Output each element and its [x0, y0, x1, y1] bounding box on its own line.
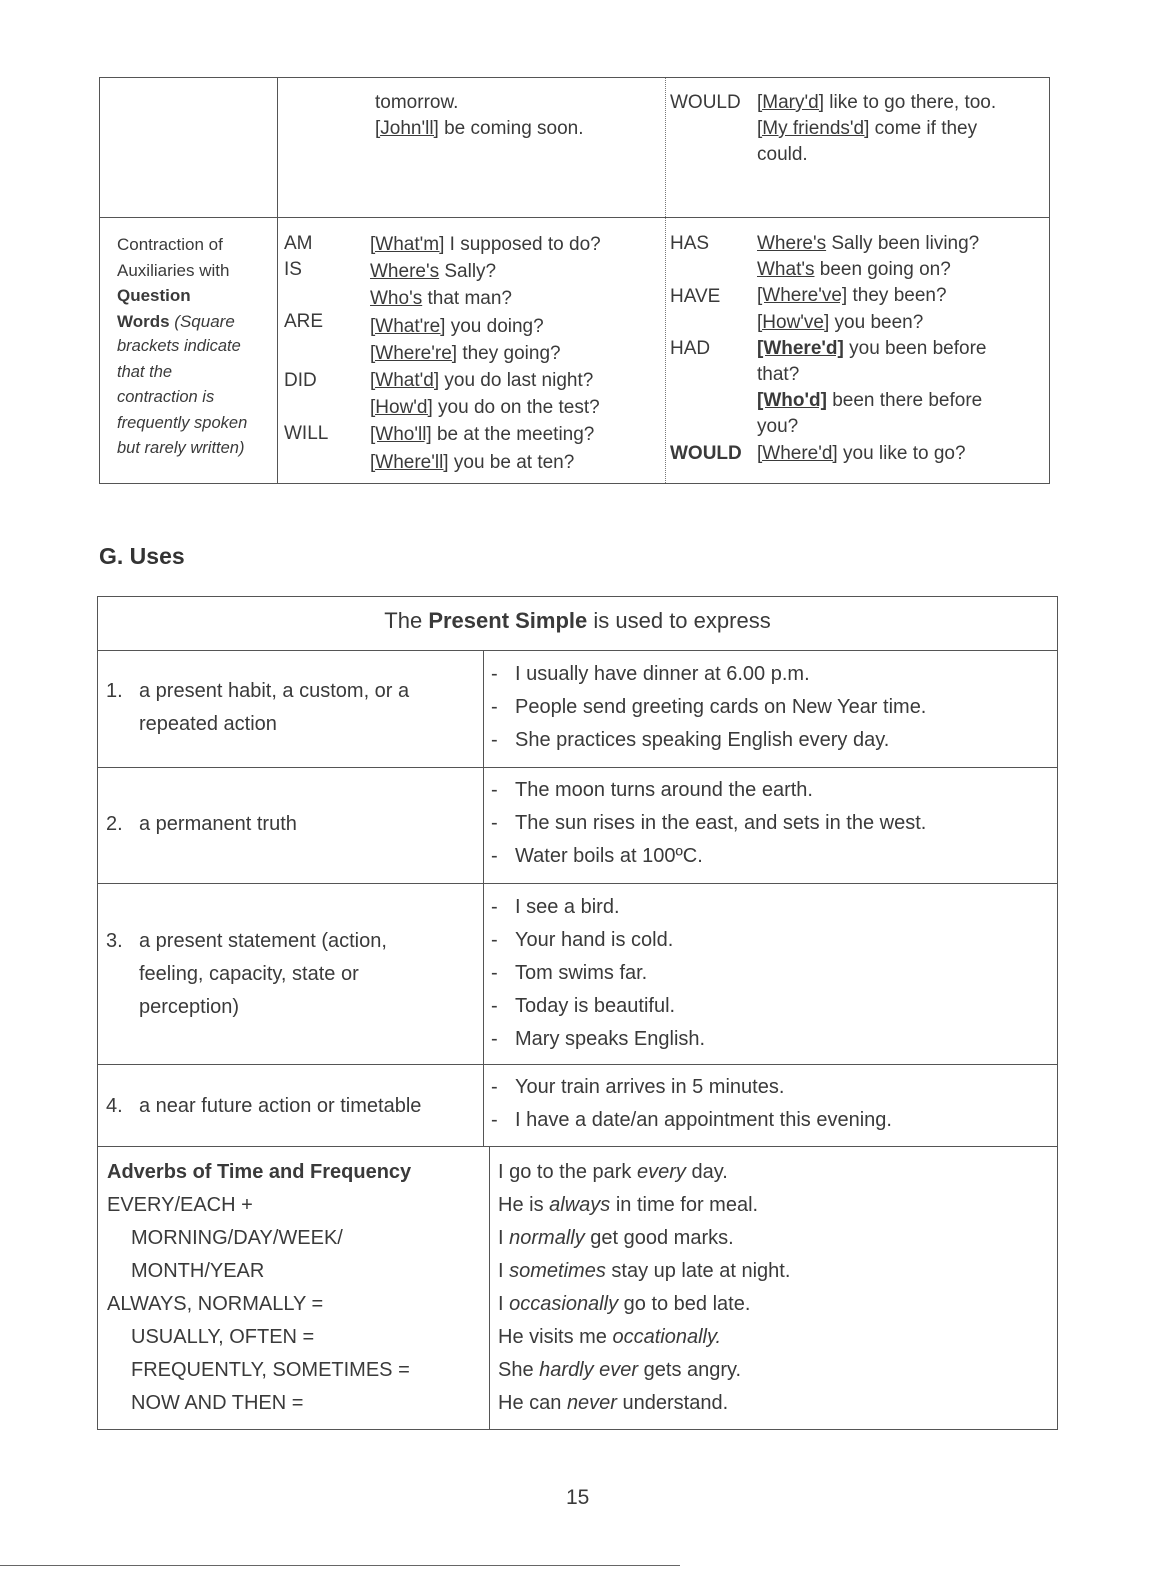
use-text: a permanent truth	[139, 813, 297, 835]
example-line	[757, 441, 986, 467]
bullet-dash: -	[491, 1109, 498, 1131]
header-tense: Present Simple	[428, 608, 588, 633]
uses-table	[97, 596, 1058, 1430]
example-sentence: She practices speaking English every day.	[515, 729, 890, 751]
example-rest: they been?	[847, 285, 947, 307]
example-rest: that?	[757, 364, 800, 386]
contraction: [Who'll]	[370, 424, 432, 446]
column-divider	[277, 78, 278, 483]
adverb-example	[498, 1288, 790, 1321]
example-sentence: Mary speaks English.	[515, 1028, 706, 1050]
column-divider	[489, 1146, 490, 1429]
header-text: is used to express	[587, 608, 771, 633]
example-text: I	[498, 1260, 510, 1282]
example-rest: come if they	[869, 118, 978, 139]
use-text: a present habit, a custom, or a	[139, 680, 410, 702]
example-rest: that man?	[422, 288, 512, 310]
example-rest: be at the meeting?	[431, 424, 595, 446]
example-line	[370, 421, 601, 448]
column-divider	[483, 650, 484, 1146]
bullet-dash: -	[491, 696, 498, 718]
bullet-dash: -	[491, 962, 498, 984]
example-sentence: Tom swims far.	[515, 962, 648, 984]
aux-has: HAS	[670, 233, 710, 254]
contraction: [How've]	[757, 311, 830, 333]
example-sentence: I see a bird.	[515, 896, 620, 918]
example-text: I	[498, 1227, 510, 1249]
contractions-table	[99, 77, 1050, 484]
example-text: She	[498, 1359, 540, 1381]
example-rest: be coming soon.	[444, 118, 584, 139]
use-examples	[491, 1071, 892, 1137]
example-line	[757, 116, 996, 142]
row-divider	[100, 217, 1049, 218]
use-description	[106, 1090, 421, 1123]
adverb-line: USUALLY, OFTEN =	[131, 1326, 315, 1348]
example-rest: I supposed to do?	[444, 234, 601, 255]
use-description	[106, 925, 387, 1024]
use-description	[106, 808, 297, 841]
bullet-dash: -	[491, 663, 498, 685]
example-adverb: occasionally	[509, 1293, 619, 1315]
row-divider	[98, 1064, 1057, 1065]
label-note: but rarely written)	[117, 439, 245, 457]
adverbs-title: Adverbs of Time and Frequency	[107, 1161, 412, 1183]
example-rest: you be at ten?	[448, 451, 575, 473]
adverb-line: EVERY/EACH +	[107, 1194, 253, 1216]
example-sentence: Today is beautiful.	[515, 995, 676, 1017]
use-text: feeling, capacity, state or	[139, 963, 359, 985]
example-line	[370, 340, 601, 367]
contraction: [How'd]	[370, 397, 433, 419]
bullet-dash: -	[491, 1028, 498, 1050]
label-italic: (Square	[169, 311, 235, 331]
example-line	[370, 313, 601, 340]
left-examples	[370, 231, 601, 476]
example-text: go to bed late.	[618, 1293, 751, 1315]
use-number: 2.	[106, 813, 123, 835]
contraction: [Where're]	[370, 342, 458, 364]
contraction: [Mary'd]	[757, 92, 824, 113]
label-line: Question	[117, 286, 191, 305]
bullet-dash: -	[491, 995, 498, 1017]
example-text: He is	[498, 1194, 550, 1216]
adverb-example	[498, 1255, 790, 1288]
adverb-example	[498, 1156, 790, 1189]
label-line: Auxiliaries with	[117, 260, 230, 280]
example-sentence: Your hand is cold.	[515, 929, 674, 951]
aux-will: WILL	[284, 423, 329, 444]
example-line	[370, 449, 601, 476]
example-rest: you been?	[829, 311, 924, 333]
contraction: [John'll]	[375, 118, 439, 139]
example-text: understand.	[616, 1392, 729, 1414]
example-adverb: every	[636, 1161, 686, 1183]
example-line	[757, 336, 986, 362]
row-divider	[98, 883, 1057, 884]
example-line	[370, 394, 601, 421]
use-text: perception)	[139, 996, 240, 1018]
contraction: [Where'll]	[370, 451, 449, 473]
aux-would: WOULD	[670, 443, 742, 464]
adverb-example	[498, 1387, 790, 1420]
example-rest: you doing?	[445, 315, 544, 337]
example-line	[370, 367, 601, 394]
use-number: 1.	[106, 680, 123, 702]
auxiliary-label: WOULD	[670, 92, 741, 113]
example-text: He visits me	[498, 1326, 613, 1348]
example-line	[757, 388, 986, 414]
use-number: 4.	[106, 1095, 123, 1117]
example-text: He can	[498, 1392, 567, 1414]
example-sentence: I usually have dinner at 6.00 p.m.	[515, 663, 810, 685]
bullet-dash: -	[491, 896, 498, 918]
example-rest: been going on?	[814, 259, 951, 281]
example-line: tomorrow.	[375, 92, 459, 113]
adverb-example	[498, 1189, 790, 1222]
example-sentence: The sun rises in the east, and sets in the west.	[515, 812, 927, 834]
example-sentence: Water boils at 100ºC.	[515, 845, 703, 867]
adverbs-list	[107, 1156, 411, 1420]
bullet-dash: -	[491, 1076, 498, 1098]
section-heading: G. Uses	[99, 543, 185, 569]
aux-had: HAD	[670, 338, 711, 359]
example-line	[757, 362, 986, 388]
future-examples	[375, 90, 584, 142]
aux-have: HAVE	[670, 286, 721, 307]
example-line	[370, 285, 601, 312]
page-number: 15	[566, 1486, 590, 1509]
bullet-dash: -	[491, 729, 498, 751]
use-text: repeated action	[139, 713, 277, 735]
contraction: What's	[757, 259, 815, 281]
example-rest: you do on the test?	[432, 397, 600, 419]
label-bold: Words	[117, 311, 170, 331]
adverb-line: MONTH/YEAR	[131, 1260, 265, 1282]
bullet-dash: -	[491, 929, 498, 951]
header-text: The	[384, 608, 429, 633]
example-text: day.	[685, 1161, 728, 1183]
example-text: in time for meal.	[610, 1194, 759, 1216]
example-line	[757, 231, 986, 257]
example-sentence: People send greeting cards on New Year time.	[515, 696, 927, 718]
column-divider-dotted	[665, 78, 666, 483]
example-rest: been there before	[826, 390, 983, 412]
use-text: a present statement (action,	[139, 930, 387, 952]
adverb-example	[498, 1222, 790, 1255]
aux-did: DID	[284, 370, 317, 391]
example-rest: you been before	[843, 337, 987, 359]
right-examples	[757, 231, 986, 467]
contraction-label	[117, 232, 247, 462]
label-line	[117, 309, 247, 335]
contraction: [What'd]	[370, 370, 440, 392]
contraction: [Who'd]	[757, 390, 827, 412]
example-adverb: occationally.	[612, 1326, 722, 1348]
contraction: [Where'd]	[757, 337, 844, 359]
footer-rule	[0, 1565, 680, 1566]
contraction: Who's	[370, 288, 423, 310]
adverb-example	[498, 1354, 790, 1387]
label-note: brackets indicate	[117, 337, 241, 355]
use-examples	[491, 774, 926, 873]
example-rest: they going?	[457, 342, 561, 364]
contraction: [My friends'd]	[757, 118, 870, 139]
example-rest: you do last night?	[439, 370, 594, 392]
adverb-line: NOW AND THEN =	[131, 1392, 304, 1414]
bullet-dash: -	[491, 812, 498, 834]
use-number: 3.	[106, 930, 123, 952]
example-rest: Sally been living?	[826, 233, 980, 254]
row-divider	[98, 1146, 1057, 1147]
adverb-line: MORNING/DAY/WEEK/	[131, 1227, 343, 1249]
would-examples	[757, 90, 996, 168]
example-sentence: I have a date/an appointment this evening.	[515, 1109, 892, 1131]
contraction: [Where'd]	[757, 442, 838, 464]
example-rest: you?	[757, 416, 799, 438]
contraction: [What're]	[370, 315, 446, 337]
label-line: Contraction of	[117, 235, 223, 254]
aux-are: ARE	[284, 311, 324, 332]
example-rest: you like to go?	[837, 442, 966, 464]
label-note: contraction is	[117, 388, 215, 406]
example-line	[757, 283, 986, 309]
example-line	[757, 310, 986, 336]
example-text: stay up late at night.	[605, 1260, 791, 1282]
example-line	[370, 258, 601, 285]
bullet-dash: -	[491, 845, 498, 867]
example-adverb: always	[549, 1194, 611, 1216]
uses-header	[98, 606, 1057, 636]
example-adverb: sometimes	[509, 1260, 606, 1282]
use-description	[106, 675, 409, 741]
contraction: Where's	[370, 261, 440, 283]
example-text: get good marks.	[584, 1227, 734, 1249]
example-rest: like to go there, too.	[823, 92, 997, 113]
bullet-dash: -	[491, 779, 498, 801]
example-adverb: hardly ever	[539, 1359, 639, 1381]
example-text: I go to the park	[498, 1161, 637, 1183]
example-rest: Sally?	[439, 261, 497, 283]
example-adverb: normally	[509, 1227, 585, 1249]
example-sentence: The moon turns around the earth.	[515, 779, 813, 801]
example-line	[757, 414, 986, 440]
aux-is: IS	[284, 259, 302, 280]
example-line	[757, 90, 996, 116]
example-line: could.	[757, 144, 808, 165]
adverb-line: FREQUENTLY, SOMETIMES =	[131, 1359, 410, 1381]
label-note: that the	[117, 362, 173, 381]
row-divider	[98, 767, 1057, 768]
label-note: frequently spoken	[117, 413, 248, 432]
use-text: a near future action or timetable	[139, 1095, 422, 1117]
row-divider	[98, 650, 1057, 651]
example-line	[757, 257, 986, 283]
example-text: gets angry.	[638, 1359, 742, 1381]
example-adverb: never	[566, 1392, 617, 1414]
example-text: I	[498, 1293, 510, 1315]
aux-am: AM	[284, 233, 313, 254]
adverb-example	[498, 1321, 790, 1354]
example-line	[375, 116, 584, 142]
contraction: [Where've]	[757, 285, 848, 307]
adverb-line: ALWAYS, NORMALLY =	[107, 1293, 324, 1315]
example-line	[370, 231, 601, 258]
use-examples	[491, 658, 926, 757]
contraction: Where's	[757, 233, 827, 254]
use-examples	[491, 891, 705, 1056]
example-sentence: Your train arrives in 5 minutes.	[515, 1076, 785, 1098]
contraction: [What'm]	[370, 234, 445, 255]
adverb-examples	[498, 1156, 790, 1420]
